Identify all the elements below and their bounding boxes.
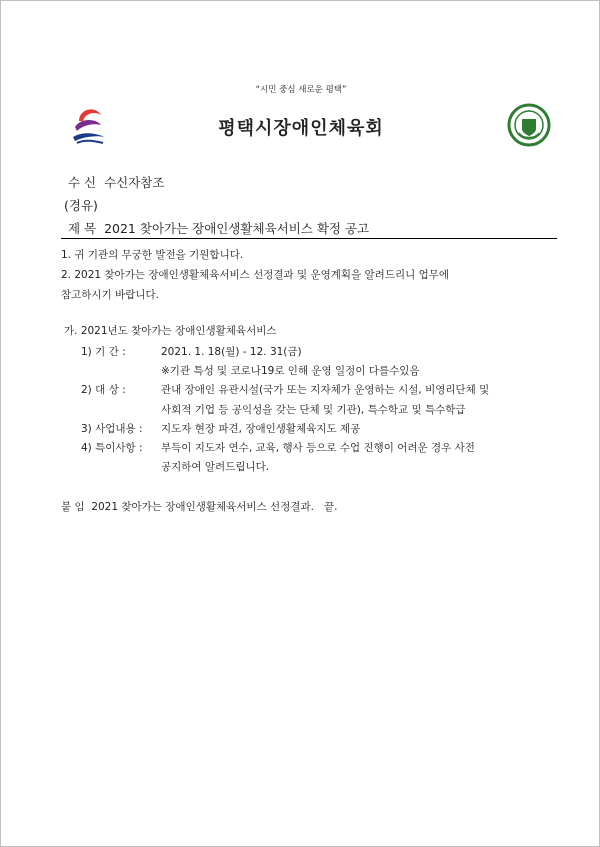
- item-label: 1) 기 간 :: [81, 346, 126, 358]
- paragraph-2-line-1: 2. 2021 찾아가는 장애인생활체육서비스 선정결과 및 운영계획을 알려드리니 업무에: [61, 269, 450, 281]
- paragraph-1: 1. 귀 기관의 무궁한 발전을 기원합니다.: [61, 249, 244, 261]
- paragraph-2-line-2: 참고하시기 바랍니다.: [61, 289, 159, 301]
- subject-divider: [61, 238, 557, 239]
- item-value: 부득이 지도자 연수, 교육, 행사 등으로 수업 진행이 어려운 경우 사전: [161, 442, 475, 454]
- item-content: [81, 421, 360, 436]
- item-target-line-2: 사회적 기업 등 공익성을 갖는 단체 및 기관), 특수학교 및 특수학급: [161, 404, 466, 416]
- organization-name: 평택시장애인체육회: [218, 118, 384, 139]
- item-label: 4) 특이사항 :: [81, 442, 143, 454]
- item-label: 3) 사업내용 :: [81, 423, 143, 435]
- end-mark: 끝.: [323, 501, 338, 513]
- item-remarks: [81, 440, 475, 455]
- item-period: [81, 344, 302, 359]
- recipient-label: 수 신: [68, 175, 97, 190]
- item-value: 지도자 현장 파견, 장애인생활체육지도 제공: [161, 423, 361, 435]
- slogan: “시민 중심 새로운 평택”: [255, 85, 347, 95]
- attachment-label: 붙 임: [61, 501, 85, 513]
- association-emblem-icon: [507, 103, 551, 147]
- attachment-text: 2021 찾아가는 장애인생활체육서비스 선정결과.: [91, 501, 314, 513]
- via-row: (경유): [64, 198, 98, 213]
- subject-row: [68, 219, 369, 237]
- item-target: [81, 382, 489, 397]
- subject-label: 제 목: [68, 221, 97, 236]
- attachment-row: [61, 499, 337, 514]
- recipient-value: 수신자참조: [104, 175, 165, 190]
- section-title: 가. 2021년도 찾아가는 장애인생활체육서비스: [64, 325, 277, 337]
- item-value: 2021. 1. 18(월) - 12. 31(금): [161, 346, 302, 358]
- item-period-note: ※기관 특성 및 코로나19로 인해 운영 일정이 다를수있음: [161, 365, 420, 377]
- item-value: 관내 장애인 유관시설(국가 또는 지자체가 운영하는 시설, 비영리단체 및: [161, 384, 490, 396]
- item-label: 2) 대 상 :: [81, 384, 126, 396]
- subject-value: 2021 찾아가는 장애인생활체육서비스 확정 공고: [104, 221, 370, 236]
- recipient-row: [68, 173, 164, 191]
- item-remarks-line-2: 공지하여 알려드립니다.: [161, 461, 270, 473]
